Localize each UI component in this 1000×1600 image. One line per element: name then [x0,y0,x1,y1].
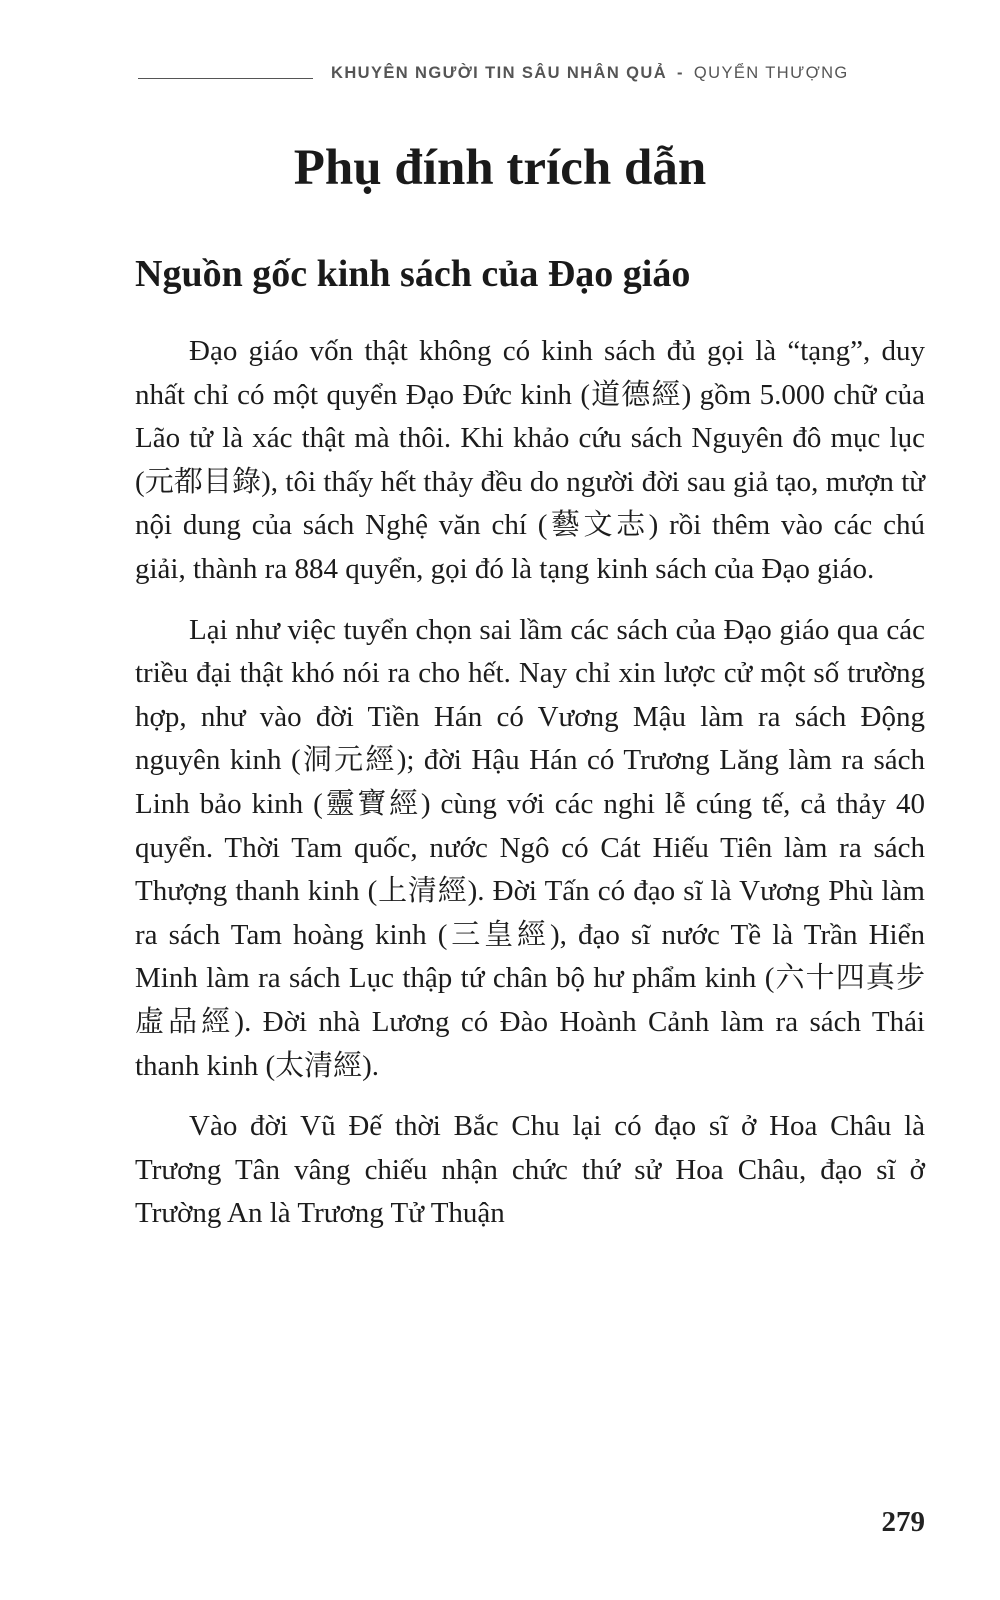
paragraph: Vào đời Vũ Đế thời Bắc Chu lại có đạo sĩ ở Hoa Châu là Trương Tân vâng chiếu nhận chức thứ sử Hoa Châu, đạo sĩ ở Trường An là Trương Tử Thuận [135,1110,925,1230]
running-header [138,58,928,88]
body-text [135,330,925,1253]
book-title: KHUYÊN NGƯỜI TIN SÂU NHÂN QUẢ [331,63,668,82]
header-separator: - [677,63,684,82]
section-title: Nguồn gốc kinh sách của Đạo giáo [135,253,691,295]
paragraph: Đạo giáo vốn thật không có kinh sách đủ gọi là “tạng”, duy nhất chỉ có một quyển Đạo Đức kinh (道德經) gồm 5.000 chữ của Lão tử là xác thật mà thôi. Khi khảo cứu sách Nguyên đô mục lục (元都目錄), tôi thấy hết thảy đều do người đời sau giả tạo, mượn từ nội dung của sách Nghệ văn chí (藝文志) rồi thêm vào các chú giải, thành ra 884 quyển, gọi đó là tạng kinh sách của Đạo giáo. [135,335,925,585]
paragraph: Lại như việc tuyển chọn sai lầm các sách của Đạo giáo qua các triều đại thật khó nói ra cho hết. Nay chỉ xin lược cử một số trường hợp, như vào đời Tiền Hán có Vương Mậu làm ra sách Động nguyên kinh (洞元經); đời Hậu Hán có Trương Lăng làm ra sách Linh bảo kinh (靈寶經) cùng với các nghi lễ cúng tế, cả thảy 40 quyển. Thời Tam quốc, nước Ngô có Cát Hiếu Tiên làm ra sách Thượng thanh kinh (上清經). Đời Tấn có đạo sĩ là Vương Phù làm ra sách Tam hoàng kinh (三皇經), đạo sĩ nước Tề là Trần Hiển Minh làm ra sách Lục thập tứ chân bộ hư phẩm kinh (六十四真步虛品經). Đời nhà Lương có Đào Hoành Cảnh làm ra sách Thái thanh kinh (太清經). [135,613,925,1082]
header-rule [138,78,313,79]
running-header-text [331,64,849,83]
volume-label: QUYỂN THƯỢNG [693,63,849,82]
page-number: 279 [881,1506,925,1538]
chapter-title: Phụ đính trích dẫn [293,140,707,196]
